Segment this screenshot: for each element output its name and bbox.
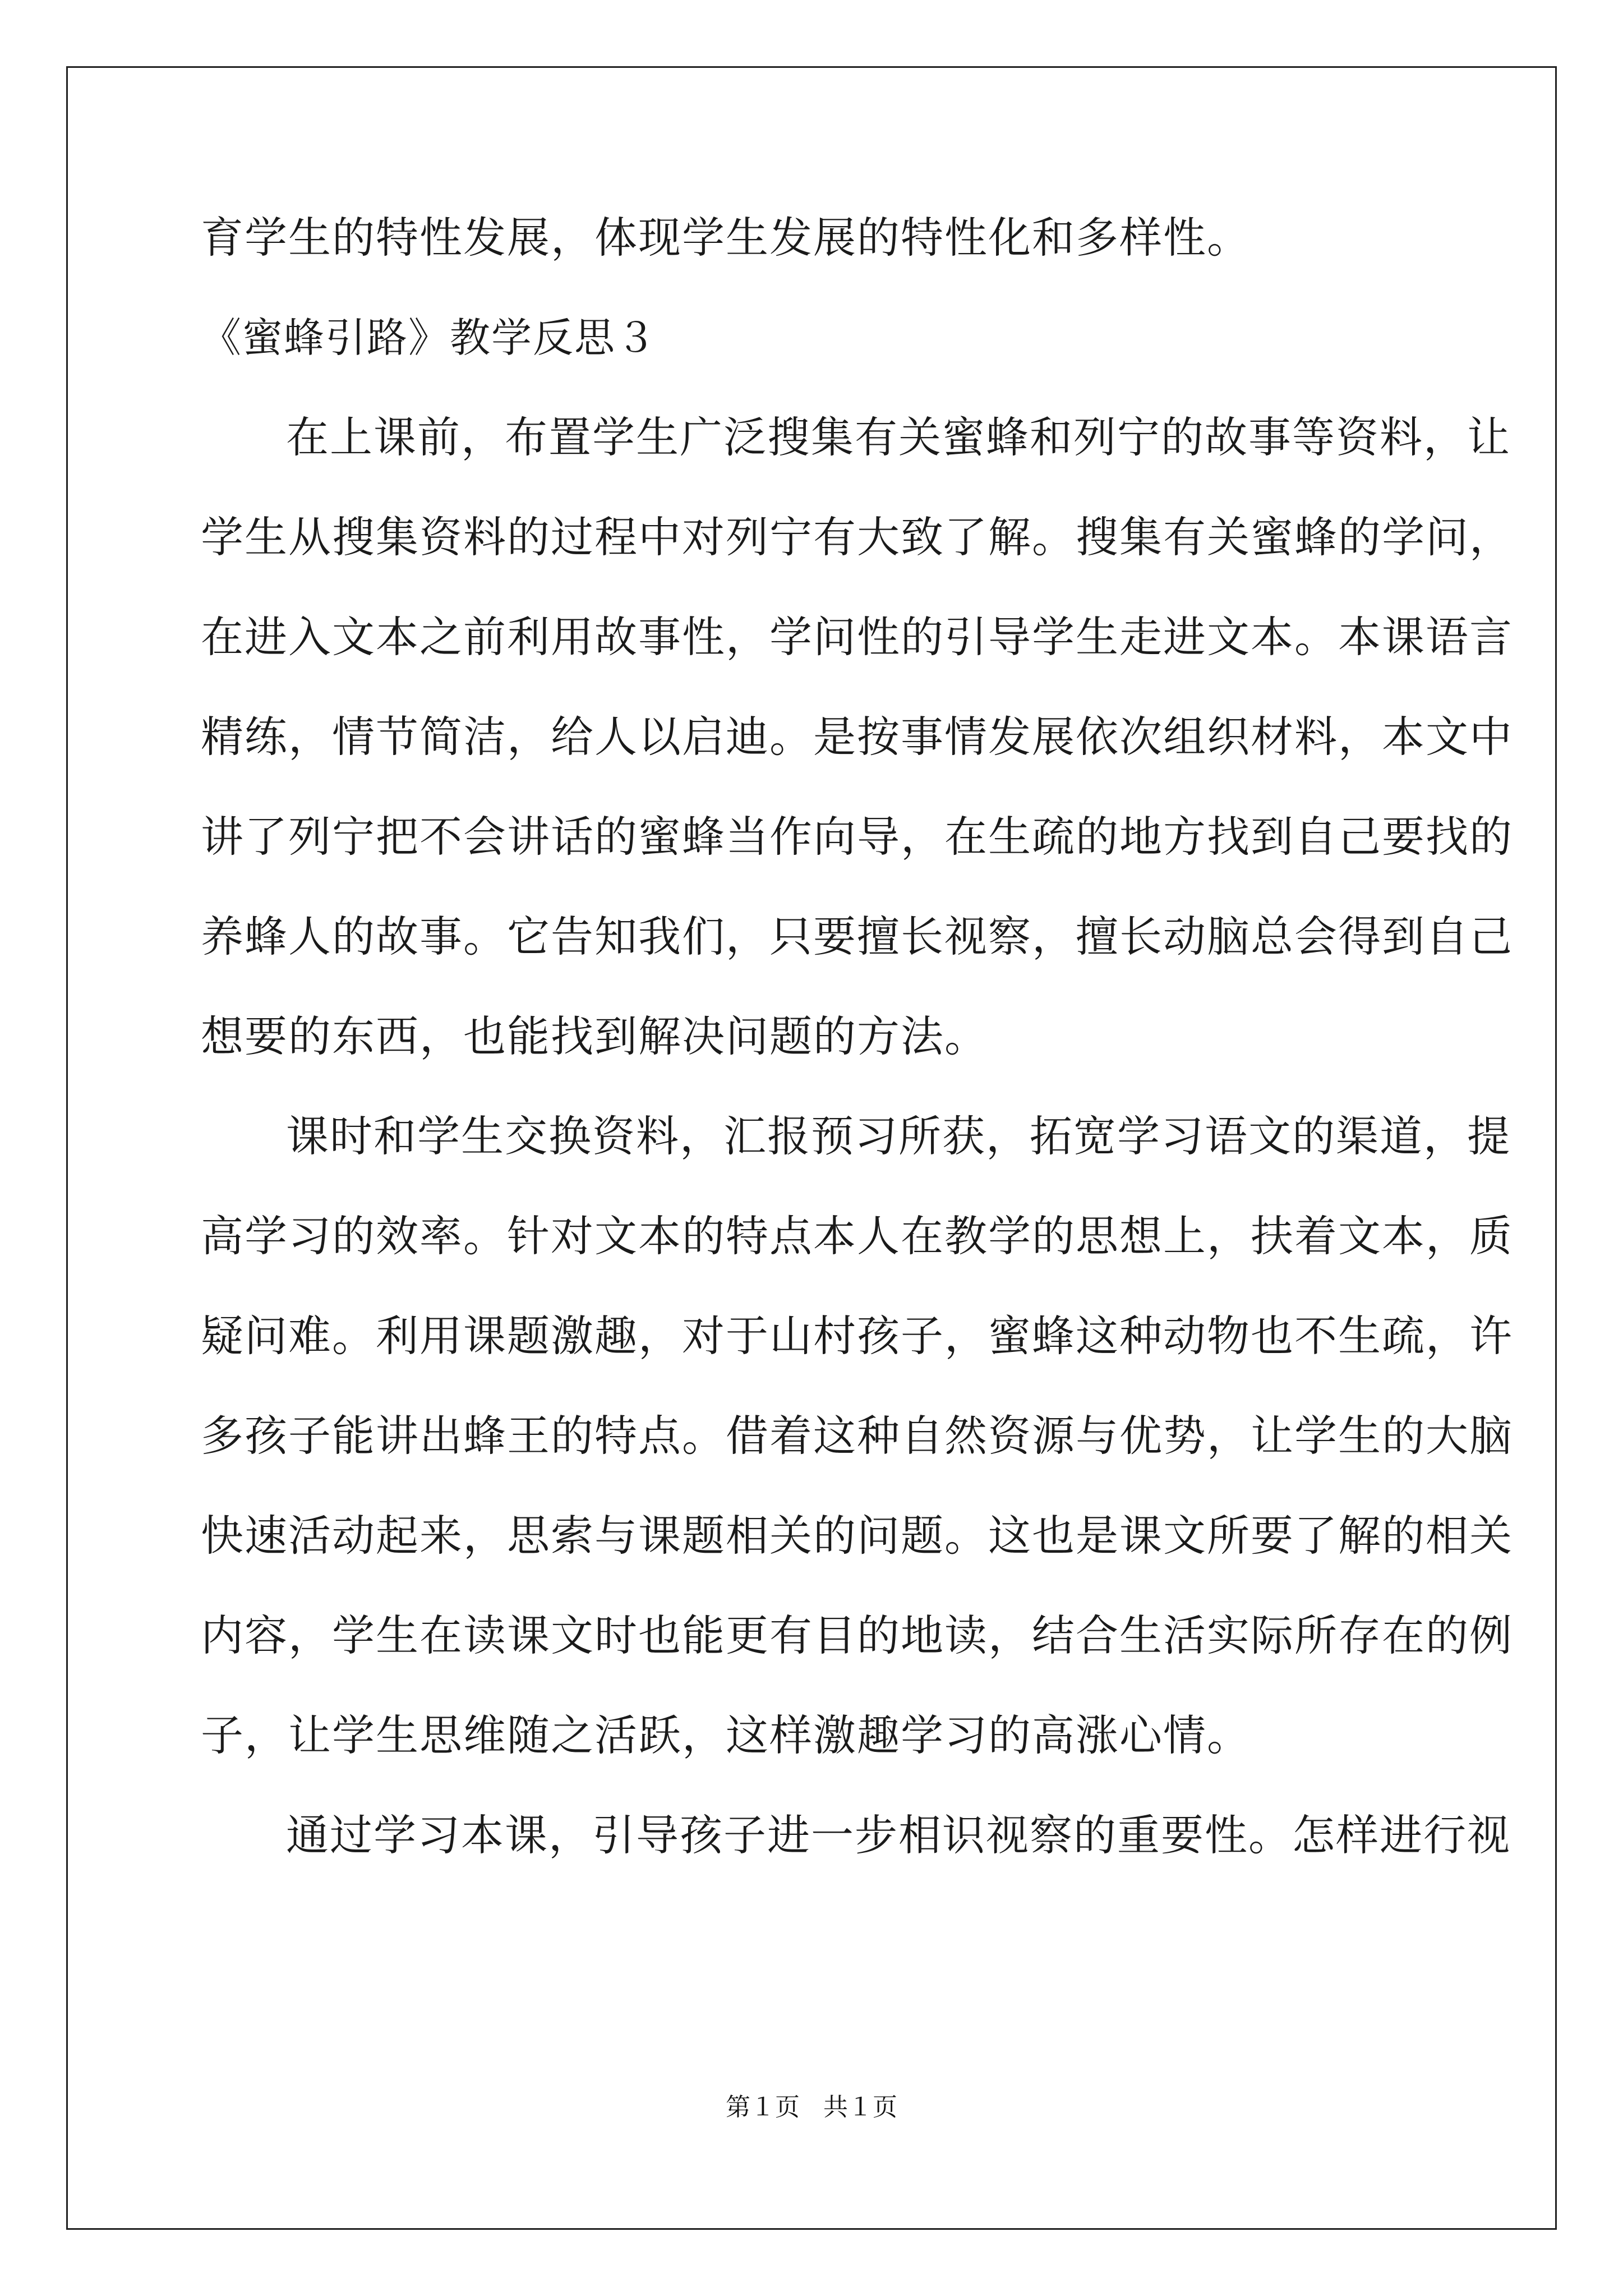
- text-line: 子，让学生思维随之活跃，这样激趣学习的高涨心情。: [201, 1710, 1251, 1760]
- text-line: 养蜂人的故事。它告知我们，只要擅长视察，擅长动脑总会得到自己: [201, 912, 1513, 961]
- text-line: 学生从搜集资料的过程中对列宁有大致了解。搜集有关蜜蜂的学问，: [201, 512, 1513, 562]
- text-line: 多孩子能讲出蜂王的特点。借着这种自然资源与优势，让学生的大脑: [201, 1411, 1513, 1461]
- page-number: 第１页: [726, 2093, 800, 2122]
- text-line: 通过学习本课，引导孩子进一步相识视察的重要性。怎样进行视: [286, 1810, 1511, 1860]
- text-line: 快速活动起来，思索与课题相关的问题。这也是课文所要了解的相关: [201, 1511, 1513, 1561]
- text-line: 讲了列宁把不会讲话的蜜蜂当作向导，在生疏的地方找到自己要找的: [201, 812, 1513, 862]
- section-heading: 《蜜蜂引路》教学反思３: [201, 314, 658, 361]
- document-body: [201, 208, 1513, 1905]
- text-line: 疑问难。利用课题激趣，对于山村孩子，蜜蜂这种动物也不生疏，许: [201, 1311, 1513, 1361]
- text-line: 育学生的特性发展，体现学生发展的特性化和多样性。: [201, 213, 1251, 263]
- page-total: 共１页: [823, 2093, 897, 2122]
- text-line: 高学习的效率。针对文本的特点本人在教学的思想上，扶着文本，质: [201, 1211, 1513, 1261]
- text-line: 在进入文本之前利用故事性，学问性的引导学生走进文本。本课语言: [201, 612, 1513, 662]
- page-footer: [0, 2087, 1623, 2123]
- text-line: 内容，学生在读课文时也能更有目的地读，结合生活实际所存在的例: [201, 1611, 1513, 1660]
- text-line: 想要的东西，也能找到解决问题的方法。: [201, 1011, 988, 1061]
- text-line: 在上课前，布置学生广泛搜集有关蜜蜂和列宁的故事等资料，让: [286, 412, 1511, 462]
- text-line: 精练，情节简洁，给人以启迪。是按事情发展依次组织材料，本文中: [201, 712, 1513, 762]
- text-line: 课时和学生交换资料，汇报预习所获，拓宽学习语文的渠道，提: [286, 1111, 1511, 1161]
